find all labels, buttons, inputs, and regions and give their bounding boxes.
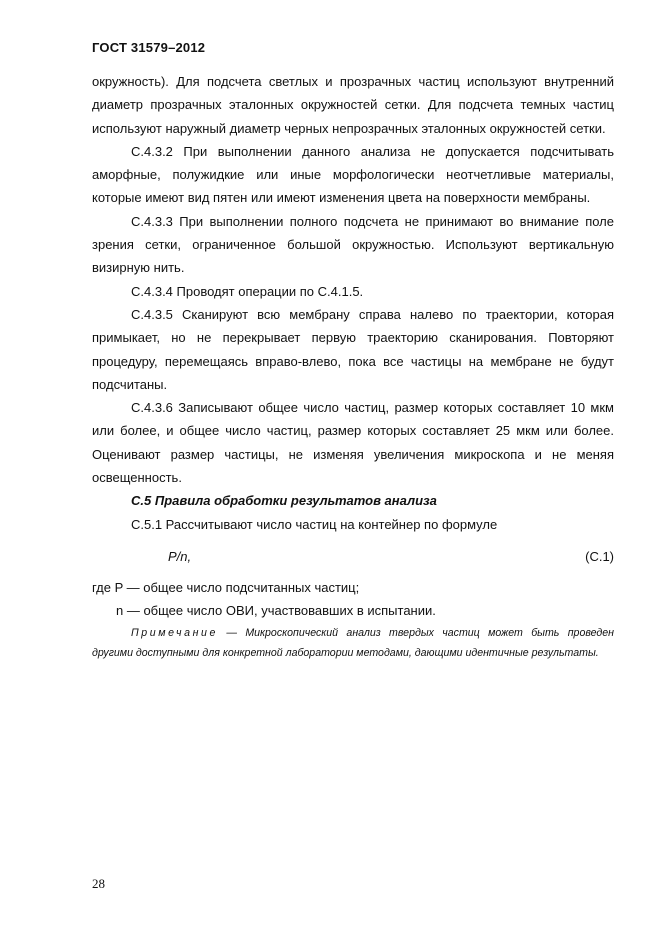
where-line-n: n — общее число ОВИ, участвовавших в испытании.: [116, 603, 436, 619]
where-line-p: где P — общее число подсчитанных частиц;: [92, 579, 360, 595]
document-header: ГОСТ 31579–2012: [92, 40, 206, 55]
paragraph-c-4-3-3: С.4.3.3 При выполнении полного подсчета не принимают во внимание поле зрения сетки, ограниченное большой окружностью. Используют вертикальную визирную нить.: [92, 213, 614, 276]
section-title-c-5: С.5 Правила обработки результатов анализа: [131, 493, 437, 509]
formula-intro: С.5.1 Рассчитывают число частиц на контейнер по формуле: [131, 516, 498, 532]
note-paragraph: [92, 623, 614, 663]
note-text: — Микроскопический анализ твердых частиц может быть проведен другими доступными для конкретной лаборатории методами, дающими идентичные результаты.: [92, 626, 614, 659]
paragraph-c-4-3-2: С.4.3.2 При выполнении данного анализа не допускается подсчитывать аморфные, полужидкие или иные морфологически неотчетливые материалы, которые имеют вид пятен или имеют изменения цвета на поверхности мембраны.: [92, 143, 614, 206]
paragraph-continuation: окружность). Для подсчета светлых и прозрачных частиц используют внутренний диаметр прозрачных эталонных окружностей сетки. Для подсчета темных частиц используют наружный диаметр черных непрозрачных эталонных окружностей сетки.: [92, 74, 614, 136]
formula-number: (С.1): [585, 549, 614, 565]
paragraph-c-4-3-6: С.4.3.6 Записывают общее число частиц, размер которых составляет 10 мкм или более, и общее число частиц, размер которых составляет 25 мкм или более. Оценивают размер частицы, не изменяя увеличения микроскопа и не меняя освещенность.: [92, 400, 614, 486]
formula-expression: P/n,: [168, 549, 192, 565]
paragraph-c-4-3-5: С.4.3.5 Сканируют всю мембрану справа налево по траектории, которая примыкает, но не перекрывает первую траекторию сканирования. Повторяют процедуру, перемещаясь вправо-влево, пока все частицы на мембране не будут подсчитаны.: [92, 306, 614, 392]
paragraph-c-4-3-4: С.4.3.4 Проводят операции по С.4.1.5.: [131, 283, 364, 299]
page-number: 28: [92, 876, 105, 891]
formula-row: [92, 544, 614, 570]
note-label: Примечание: [131, 626, 219, 639]
document-body: [92, 70, 614, 663]
